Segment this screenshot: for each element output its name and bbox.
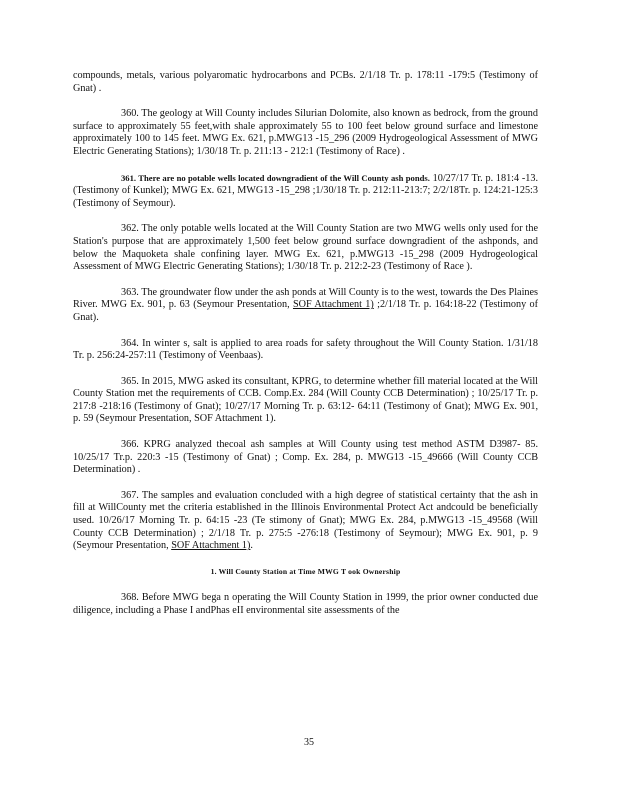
sof-attachment-link[interactable]: SOF Attachment 1) <box>171 540 251 552</box>
section-heading: 1. Will County Station at Time MWG T ook Ownership <box>210 566 401 576</box>
document-page <box>73 70 538 631</box>
paragraph-361-lead: 361. There are no potable wells located downgradient of the Will County ash ponds. <box>121 172 430 183</box>
paragraph-364: 364. In winter s, salt is applied to area roads for safety throughout the Will County Station. 1/31/18 Tr. p. 256:24-257:11 (Testimony of Veenbaas). <box>73 337 538 362</box>
paragraph-367-end: . <box>250 540 253 552</box>
paragraph-363-citation: ;2/1/18 Tr. p. 164:18-22 (Testimony of Gnat). <box>73 299 539 323</box>
paragraph-360: 360. The geology at Will County includes Silurian Dolomite, also known as bedrock, from the ground surface to approximately 55 feet,with shale approximately 55 to 100 feet below ground surface and limestone approximately 100 to 145 feet. MWG Ex. 621, p.MWG13 -15_296 (2009 Hydrogeological Assessment of MWG Electric Generating Stations); 1/30/18 Tr. p. 211:13 - 212:1 (Testimony of Race) . <box>73 108 538 157</box>
paragraph-366: 366. KPRG analyzed thecoal ash samples at Will County using test method ASTM D3987- 85. 10/25/17 Tr.p. 220:3 -15 (Testimony of Gnat) ; Comp. Ex. 284, p. MWG13 -15_49666 (Will County CCB Determination) . <box>73 439 538 476</box>
paragraph-361-citations: 10/27/17 Tr. p. 181:4 -13. (Testimony of Kunkel); MWG Ex. 621, MWG13 -15_298 ;1/30/18 Tr. p. 212:11-213:7; 2/2/18Tr. p. 124:21-125:3 (Testimony of Seymour). <box>73 172 538 209</box>
paragraph-367 <box>73 490 538 553</box>
paragraph-continued: compounds, metals, various polyaromatic hydrocarbons and PCBs. 2/1/18 Tr. p. 178:11 -179:5 (Testimony of Gnat) . <box>73 70 538 94</box>
paragraph-362: 362. The only potable wells located at the Will County Station are two MWG wells only used for the Station's purpose that are approximately 1,500 feet below ground surface downgradient of the ashponds, and below the Maquoketa shale confining layer. MWG Ex. 621, p.MWG13 -15_298 (2009 Hydrogeological Assessment of MWG Electric Generating Stations); 1/30/18 Tr. p. 212:2-23 (Testimony of Race ). <box>73 223 538 273</box>
paragraph-368: 368. Before MWG bega n operating the Will County Station in 1999, the prior owner conducted due diligence, including a Phase I andPhas eII environmental site assessments of the <box>73 592 538 616</box>
page-number: 35 <box>304 737 314 748</box>
sof-attachment-link[interactable]: SOF Attachment 1) <box>292 299 374 311</box>
paragraph-367-text: 367. The samples and evaluation concluded with a high degree of statistical certainty that the ash in fill at WillCounty met the criteria established in the Illinois Environmental Protect Act andcould be beneficially used. 10/26/17 Morning Tr. p. 64:15 -23 (Te stimony of Gnat); MWG Ex. 284, p.MWG13 -15_49568 (Will County CCB Determination) ; 2/1/18 Tr. p. 275:5 -276:18 (Testimony of Seymour); MWG Ex. 901, p. 9 (Seymour Presentation, <box>73 489 538 552</box>
paragraph-361 <box>73 172 538 211</box>
paragraph-363-text: 363. The groundwater flow under the ash ponds at Will County is to the west, towards the Des Plaines River. MWG Ex. 901, p. 63 (Seymour Presentation, <box>73 286 538 311</box>
paragraph-365: 365. In 2015, MWG asked its consultant, KPRG, to determine whether fill material located at the Will County Station met the requirements of CCB. Comp.Ex. 284 (Will County CCB Determination) ; 10/25/17 Tr. p. 217:8 -218:16 (Testimony of Gnat); 10/27/17 Morning Tr. p. 63:12- 64:11 (Testimony of Gnat); MWG Ex. 901, p. 59 (Seymour Presentation, SOF Attachment 1). <box>73 375 538 425</box>
paragraph-363 <box>73 287 538 325</box>
